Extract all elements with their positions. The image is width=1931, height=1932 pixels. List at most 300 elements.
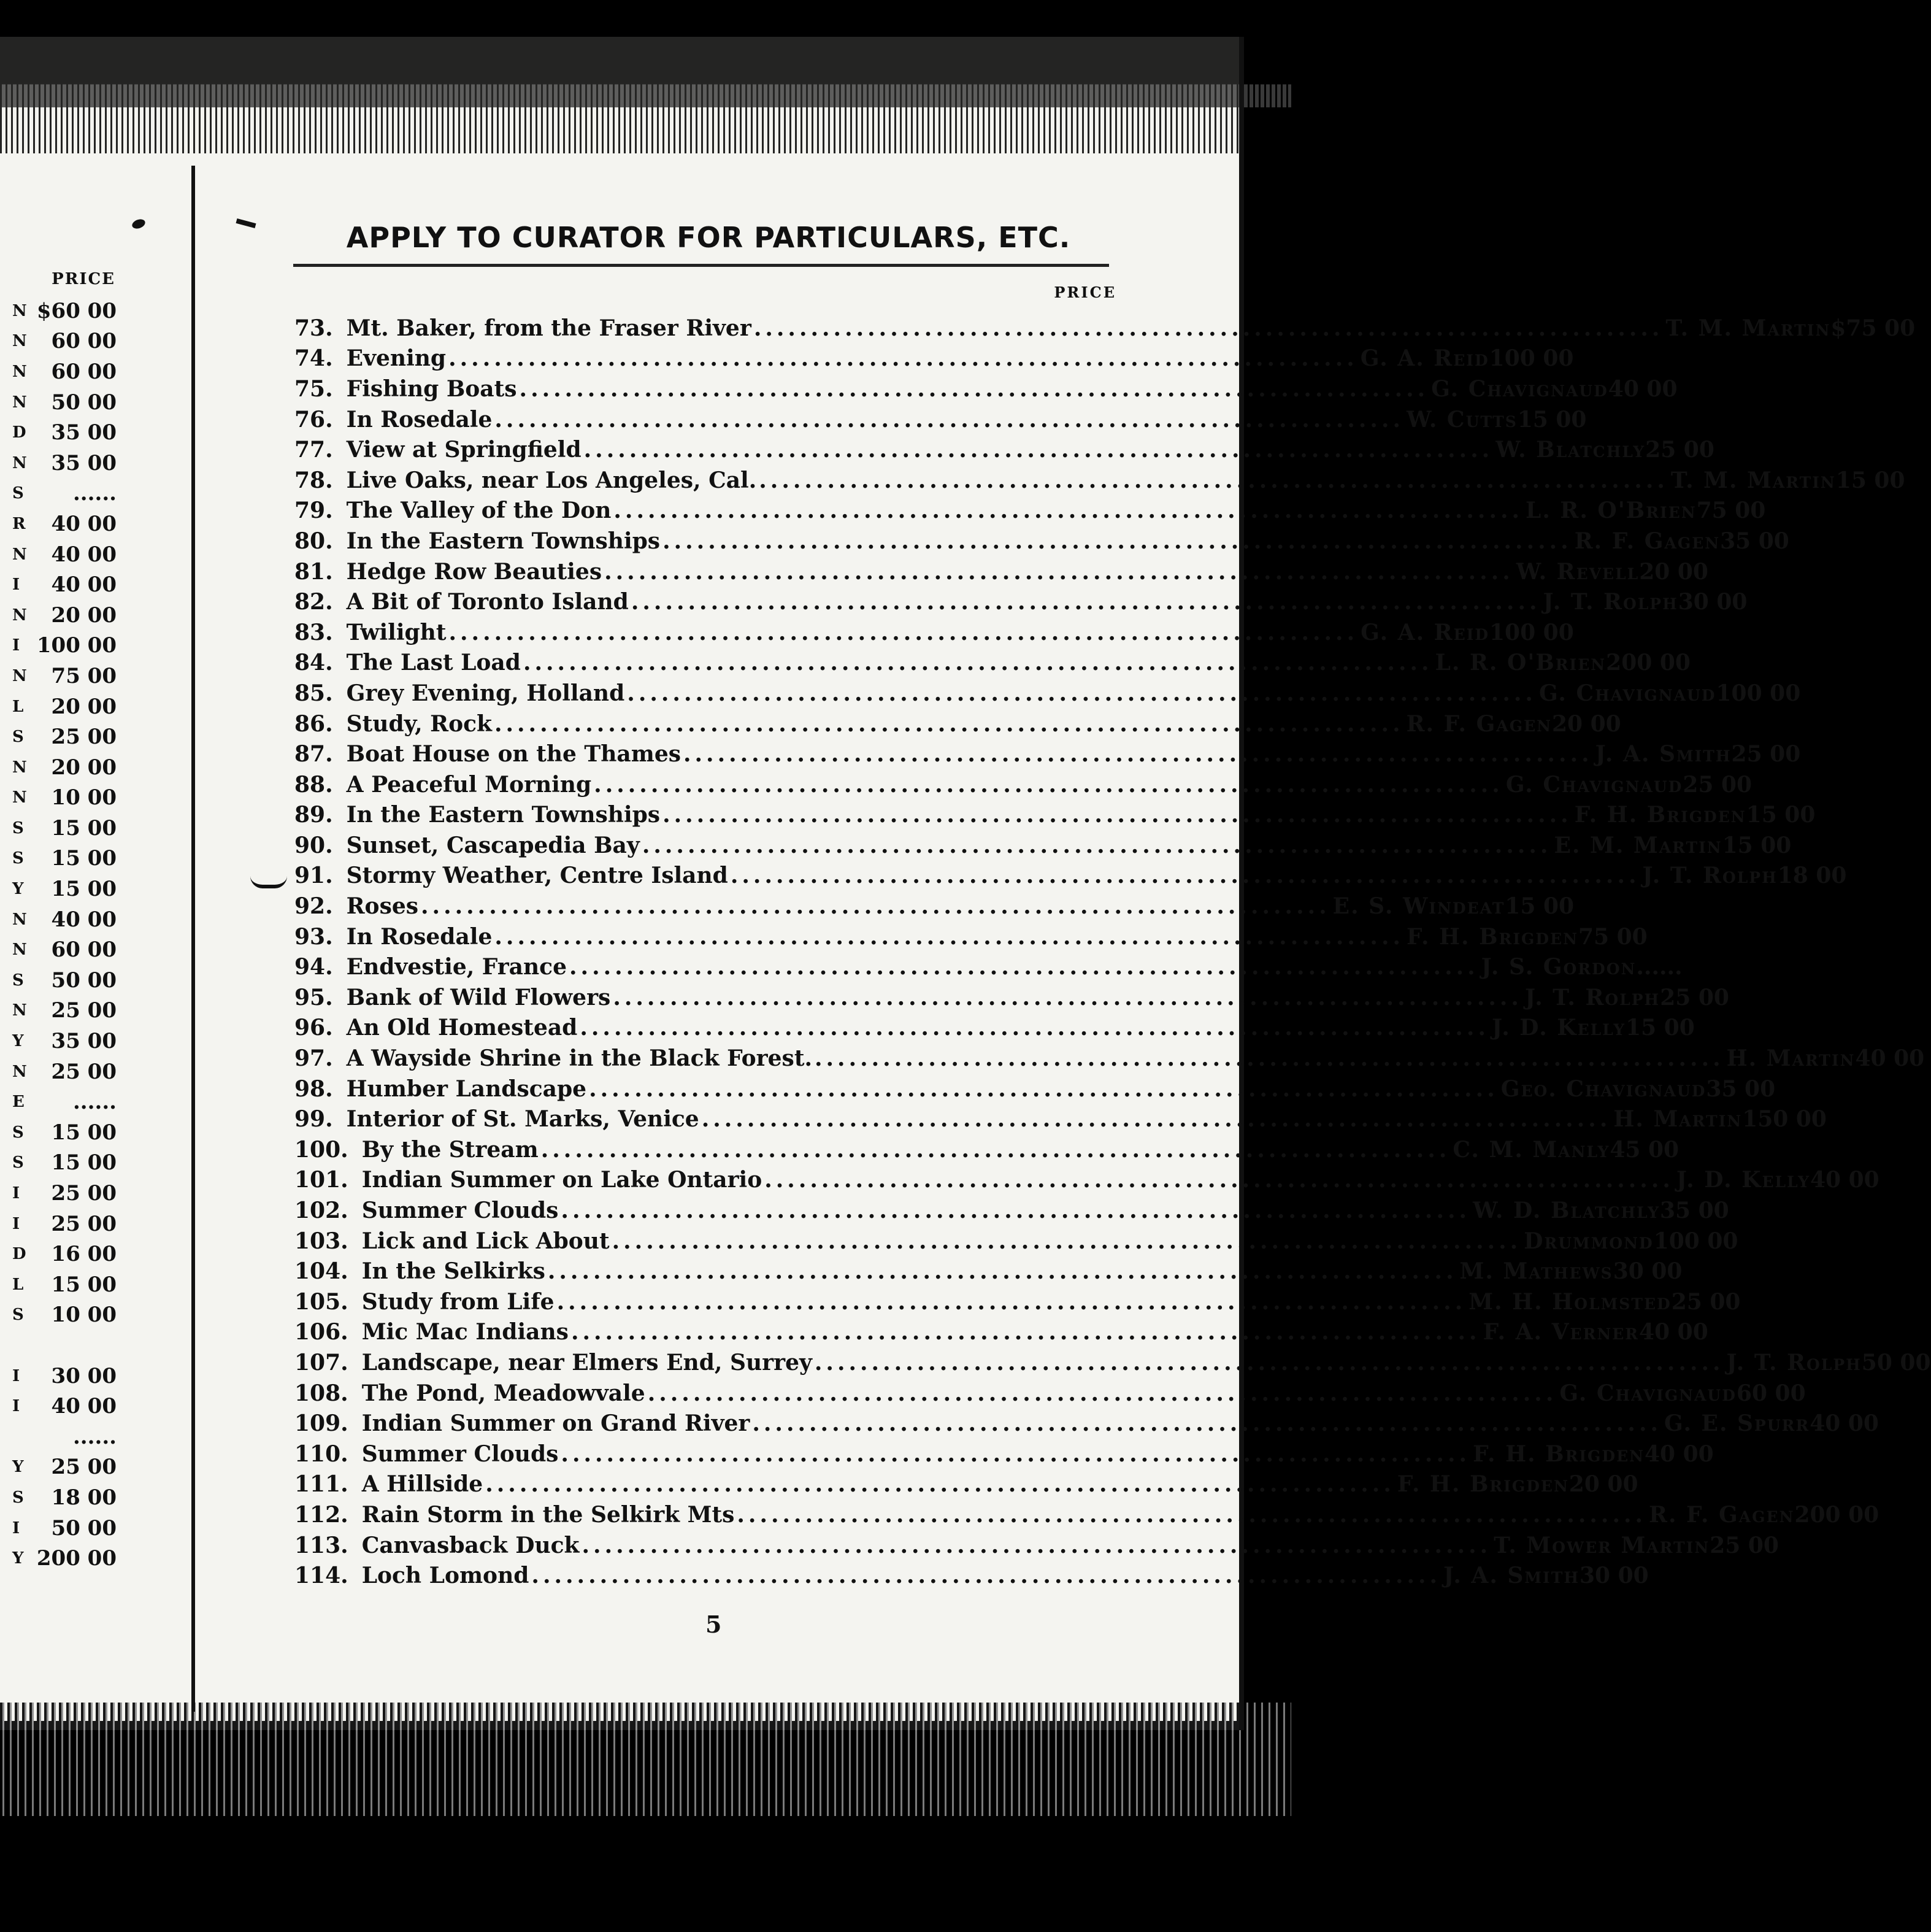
left-row-price: 40 00 [51, 542, 117, 567]
left-row-mark: N [12, 362, 27, 381]
left-row-price: 30 00 [51, 1363, 117, 1388]
entry-artist: F. H. Brigden [1473, 1441, 1645, 1467]
leader-dots: ................................................................................ [662, 528, 1572, 554]
entry-number: 102. [294, 1198, 348, 1224]
catalogue-entry [294, 800, 1816, 831]
entry-artist: C. M. Manly [1453, 1136, 1610, 1163]
entry-artist: F. H. Brigden [1397, 1471, 1569, 1498]
left-row-price: 15 00 [51, 1120, 117, 1145]
catalogue-entry [294, 313, 1916, 344]
catalogue-entry [294, 1043, 1925, 1074]
left-row-price: 16 00 [51, 1242, 117, 1267]
entry-number: 87. [294, 741, 333, 768]
entry-price: 25 00 [1710, 1532, 1779, 1558]
entry-number: 108. [294, 1380, 348, 1406]
entry-title: Study from Life [361, 1288, 555, 1315]
left-price-row [12, 326, 117, 357]
entry-price: 200 00 [1794, 1501, 1879, 1528]
left-price-row [12, 1239, 117, 1269]
entry-title: Mic Mac Indians [361, 1319, 569, 1345]
entry-number: 80. [294, 528, 333, 554]
catalogue-entry [294, 374, 1678, 404]
catalogue-entry [294, 587, 1748, 617]
entry-title: By the Stream [361, 1136, 539, 1163]
left-price-row [12, 1452, 117, 1483]
left-price-header: PRICE [52, 270, 115, 288]
entry-number: 98. [294, 1076, 333, 1102]
left-row-mark: L [12, 697, 24, 716]
left-price-row [12, 417, 117, 448]
left-price-row [12, 1269, 117, 1300]
left-row-price: 25 00 [51, 1211, 117, 1236]
entry-number: 82. [294, 589, 333, 615]
entry-price: 40 00 [1608, 375, 1678, 402]
entry-number: 113. [294, 1532, 348, 1558]
entry-price: 40 00 [1639, 1319, 1708, 1345]
entry-number: 99. [294, 1106, 333, 1133]
catalogue-entry [294, 1134, 1680, 1165]
page-heading: APPLY TO CURATOR FOR PARTICULARS, ETC. [346, 221, 1071, 254]
entry-title: A Bit of Toronto Island [346, 589, 629, 615]
catalogue-entry [294, 982, 1729, 1013]
entry-number: 109. [294, 1411, 348, 1437]
entry-artist: J. D. Kelly [1492, 1015, 1626, 1041]
leader-dots: ................................................................................ [759, 467, 1668, 493]
entry-title: Evening [346, 345, 447, 372]
catalogue-entry-list [294, 313, 1931, 1591]
left-price-row [12, 1482, 117, 1513]
entry-price: 25 00 [1731, 741, 1801, 768]
leader-dots: ................................................................................ [753, 315, 1664, 341]
leader-dots: ................................................................................ [647, 1380, 1557, 1406]
left-row-mark: I [12, 575, 20, 595]
entry-artist: G. A. Reid [1360, 345, 1489, 372]
entry-price: 15 00 [1722, 832, 1792, 858]
entry-title: The Last Load [346, 650, 521, 676]
entry-title: In the Eastern Townships [346, 802, 661, 828]
left-price-row [12, 539, 117, 570]
entry-title: In Rosedale [346, 406, 493, 433]
catalogue-entry [294, 434, 1714, 465]
left-price-row [12, 661, 117, 691]
entry-price: 35 00 [1706, 1076, 1776, 1102]
entry-title: View at Springfield [346, 437, 582, 463]
left-row-mark: I [12, 1518, 20, 1538]
left-price-row [12, 296, 117, 326]
left-row-mark: N [12, 606, 27, 625]
entry-price: 50 00 [1861, 1349, 1931, 1376]
entry-artist: Geo. Chavignaud [1500, 1076, 1706, 1102]
left-row-mark: I [12, 1214, 20, 1233]
entry-number: 107. [294, 1349, 348, 1376]
left-row-mark: R [12, 514, 26, 533]
leader-dots: ................................................................................ [531, 1563, 1442, 1589]
left-row-mark: D [12, 423, 26, 442]
scan-border-top [0, 0, 1291, 153]
left-row-mark: S [12, 728, 24, 747]
left-price-row [12, 569, 117, 600]
left-price-row [12, 874, 117, 904]
entry-number: 74. [294, 345, 333, 372]
entry-price: 25 00 [1645, 437, 1714, 463]
entry-title: Humber Landscape [346, 1076, 587, 1102]
left-row-mark: N [12, 332, 27, 351]
entry-number: 77. [294, 437, 333, 463]
left-price-row [12, 1330, 117, 1361]
entry-artist: T. M. Martin [1670, 467, 1836, 493]
entry-number: 92. [294, 893, 333, 920]
leader-dots: ................................................................................ [594, 771, 1503, 798]
catalogue-entry [294, 830, 1792, 861]
entry-number: 84. [294, 650, 333, 676]
catalogue-entry [294, 1347, 1931, 1378]
entry-price: 100 00 [1489, 345, 1574, 372]
entry-number: 86. [294, 710, 333, 737]
entry-title: Loch Lomond [361, 1563, 529, 1589]
leader-dots: ................................................................................ [561, 1198, 1471, 1224]
entry-price: $75 00 [1830, 315, 1916, 341]
entry-title: Indian Summer on Grand River [361, 1411, 750, 1437]
left-row-price: 35 00 [51, 450, 117, 475]
left-row-price: 40 00 [51, 907, 117, 932]
catalogue-entry [294, 891, 1575, 922]
entry-title: In the Selkirks [361, 1258, 545, 1285]
entry-number: 101. [294, 1167, 348, 1193]
left-row-price: 200 00 [36, 1546, 117, 1571]
entry-artist: G. E. Spurr [1664, 1411, 1810, 1437]
left-price-row [12, 722, 117, 752]
leader-dots: ................................................................................ [494, 710, 1404, 737]
left-row-mark: S [12, 849, 24, 868]
entry-price: 15 00 [1505, 893, 1575, 920]
left-row-price: 50 00 [51, 968, 117, 993]
catalogue-entry [294, 1287, 1741, 1317]
leader-dots: ................................................................................ [448, 619, 1359, 645]
entry-price: 40 00 [1644, 1441, 1714, 1467]
entry-number: 91. [294, 863, 333, 889]
entry-title: Grey Evening, Holland [346, 680, 625, 706]
leader-dots: ................................................................................ [582, 1532, 1492, 1558]
entry-artist: G. Chavignaud [1431, 375, 1608, 402]
entry-price: 25 00 [1660, 984, 1729, 1010]
entry-number: 79. [294, 498, 333, 524]
catalogue-entry [294, 739, 1801, 769]
catalogue-entry [294, 1317, 1708, 1348]
entry-price: 150 00 [1742, 1106, 1827, 1133]
entry-artist: G. Chavignaud [1505, 771, 1683, 798]
entry-price: 60 00 [1736, 1380, 1806, 1406]
entry-artist: L. R. O'Brien [1435, 650, 1607, 676]
leader-dots: ................................................................................ [556, 1288, 1467, 1315]
entry-artist: R. F. Gagen [1649, 1501, 1795, 1528]
entry-number: 103. [294, 1228, 348, 1254]
entry-price: 30 00 [1613, 1258, 1683, 1285]
left-price-row [12, 1056, 117, 1087]
leader-dots: ................................................................................ [627, 680, 1537, 706]
left-row-mark: N [12, 1001, 27, 1020]
entry-number: 76. [294, 406, 333, 433]
entry-title: Mt. Baker, from the Fraser River [346, 315, 751, 341]
left-row-price: 20 00 [51, 602, 117, 628]
leader-dots: ................................................................................ [540, 1136, 1451, 1163]
left-price-row [12, 844, 117, 874]
entry-title: Fishing Boats [346, 375, 517, 402]
left-row-price: 15 00 [51, 815, 117, 841]
leader-dots: ................................................................................ [485, 1471, 1395, 1498]
left-column-partial [12, 270, 117, 1574]
left-row-mark: N [12, 941, 27, 960]
entry-number: 93. [294, 923, 333, 950]
leader-dots: ................................................................................ [494, 406, 1405, 433]
leader-dots: ................................................................................ [519, 375, 1429, 402]
left-price-row [12, 600, 117, 631]
left-price-row [12, 813, 117, 844]
entry-title: Live Oaks, near Los Angeles, Cal. [346, 467, 757, 493]
entry-price: 15 00 [1835, 467, 1905, 493]
leader-dots: ................................................................................ [612, 1228, 1522, 1254]
entry-price: 200 00 [1606, 650, 1691, 676]
page-number: 5 [705, 1611, 722, 1638]
left-row-mark: S [12, 1123, 24, 1142]
leader-dots: ................................................................................ [683, 741, 1593, 768]
entry-price: 100 00 [1716, 680, 1801, 706]
catalogue-entry [294, 861, 1847, 891]
entry-number: 112. [294, 1501, 348, 1528]
leader-dots: ................................................................................ [583, 437, 1494, 463]
left-row-price: 40 00 [51, 1394, 117, 1419]
left-price-row [12, 1117, 117, 1148]
left-row-mark: N [12, 758, 27, 777]
entry-price: 15 00 [1746, 802, 1816, 828]
leader-dots: ................................................................................ [764, 1167, 1674, 1193]
left-row-price: 25 00 [51, 998, 117, 1023]
left-row-price: 20 00 [51, 755, 117, 780]
entry-price: 18 00 [1777, 863, 1847, 889]
entry-title: Rain Storm in the Selkirk Mts [361, 1501, 735, 1528]
entry-number: 95. [294, 984, 333, 1010]
leader-dots: ................................................................................ [737, 1501, 1647, 1528]
left-row-price: 15 00 [51, 846, 117, 871]
entry-artist: J. T. Rolph [1726, 1349, 1862, 1376]
left-row-mark: D [12, 1245, 26, 1264]
left-row-mark: N [12, 301, 27, 320]
left-row-price: 10 00 [51, 785, 117, 810]
left-row-price: 18 00 [51, 1485, 117, 1510]
catalogue-entry [294, 1013, 1695, 1044]
entry-title: Roses [346, 893, 419, 920]
leader-dots: ................................................................................ [613, 984, 1522, 1010]
left-price-row [12, 783, 117, 814]
left-price-row [12, 387, 117, 418]
entry-number: 114. [294, 1563, 348, 1589]
catalogue-entry [294, 1530, 1779, 1561]
catalogue-entry [294, 1104, 1827, 1134]
entry-artist: J. T. Rolph [1524, 984, 1660, 1010]
left-row-price: 25 00 [51, 1181, 117, 1206]
left-row-mark: N [12, 910, 27, 929]
catalogue-entry [294, 1226, 1738, 1257]
left-row-mark: N [12, 1062, 27, 1081]
left-row-mark: I [12, 1366, 20, 1385]
entry-number: 111. [294, 1471, 348, 1498]
entry-title: Study, Rock [346, 710, 492, 737]
left-price-row [12, 996, 117, 1026]
left-price-row [12, 691, 117, 722]
left-row-mark: I [12, 1397, 20, 1416]
left-row-price: 15 00 [51, 1272, 117, 1297]
left-row-mark: S [12, 1153, 24, 1172]
entry-title: Interior of St. Marks, Venice [346, 1106, 699, 1133]
left-row-price: 60 00 [51, 359, 117, 384]
scan-margin-bottom [0, 1816, 1291, 1932]
entry-number: 106. [294, 1319, 348, 1345]
leader-dots: ................................................................................ [547, 1258, 1457, 1285]
entry-title: In Rosedale [346, 923, 493, 950]
left-row-mark: N [12, 666, 27, 685]
entry-artist: H. Martin [1613, 1106, 1743, 1133]
entry-number: 75. [294, 375, 333, 402]
entry-title: The Pond, Meadowvale [361, 1380, 645, 1406]
left-price-row [12, 1422, 117, 1452]
left-price-row [12, 356, 117, 387]
entry-artist: M. H. Holmsted [1468, 1288, 1672, 1315]
entry-number: 96. [294, 1015, 333, 1041]
entry-price: 100 00 [1653, 1228, 1738, 1254]
entry-price: 35 00 [1720, 528, 1789, 554]
entry-artist: J. T. Rolph [1543, 589, 1678, 615]
entry-number: 105. [294, 1288, 348, 1315]
entry-price: 20 00 [1568, 1471, 1638, 1498]
catalogue-entry [294, 344, 1574, 374]
entry-price: 20 00 [1552, 710, 1621, 737]
entry-number: 88. [294, 771, 333, 798]
entry-title: Endvestie, France [346, 954, 567, 980]
column-divider [191, 166, 195, 1712]
left-row-mark: S [12, 971, 24, 990]
left-row-mark: L [12, 1275, 24, 1294]
leader-dots: ................................................................................ [631, 589, 1541, 615]
entry-artist: T. M. Martin [1665, 315, 1831, 341]
left-row-price: 10 00 [51, 1303, 117, 1328]
leader-dots: ................................................................................ [589, 1076, 1499, 1102]
entry-number: 73. [294, 315, 333, 341]
left-price-row [12, 631, 117, 661]
entry-title: Bank of Wild Flowers [346, 984, 611, 1010]
catalogue-entry [294, 1256, 1683, 1287]
entry-price: 75 00 [1578, 923, 1648, 950]
left-row-price: 35 00 [51, 420, 117, 445]
left-row-price: $60 00 [36, 298, 117, 323]
left-row-price: ...... [72, 481, 117, 506]
entry-artist: F. A. Verner [1483, 1319, 1640, 1345]
entry-title: Canvasback Duck [361, 1532, 580, 1558]
entry-price: 25 00 [1683, 771, 1752, 798]
entry-artist: G. A. Reid [1361, 619, 1489, 645]
left-row-price: 15 00 [51, 877, 117, 902]
left-row-price: 50 00 [51, 390, 117, 415]
entry-title: Landscape, near Elmers End, Surrey [361, 1349, 812, 1376]
entry-artist: R. F. Gagen [1574, 528, 1721, 554]
entry-artist: W. D. Blatchly [1473, 1198, 1660, 1224]
leader-dots: ................................................................................ [752, 1411, 1662, 1437]
entry-number: 83. [294, 619, 333, 645]
left-row-price: 25 00 [51, 1059, 117, 1084]
left-row-price: 40 00 [51, 511, 117, 536]
left-row-price: 15 00 [51, 1150, 117, 1176]
catalogue-entry [294, 709, 1621, 739]
catalogue-entry [294, 678, 1801, 709]
left-row-mark: N [12, 453, 27, 472]
entry-artist: T. Mower Martin [1494, 1532, 1710, 1558]
entry-price: 40 00 [1855, 1045, 1925, 1072]
left-row-mark: N [12, 393, 27, 412]
leader-dots: ................................................................................ [570, 1319, 1481, 1345]
entry-number: 94. [294, 954, 333, 980]
leader-dots: ................................................................................ [730, 863, 1640, 889]
entry-price: 15 00 [1517, 406, 1587, 433]
left-row-mark: E [12, 1093, 25, 1112]
entry-number: 81. [294, 558, 333, 585]
left-row-price: 25 00 [51, 725, 117, 750]
entry-artist: G. Chavignaud [1538, 680, 1716, 706]
entry-price: 15 00 [1626, 1015, 1695, 1041]
left-row-mark: Y [12, 1032, 24, 1051]
left-row-mark: S [12, 818, 24, 837]
left-row-mark: N [12, 545, 27, 564]
left-price-row [12, 1543, 117, 1574]
entry-title: Hedge Row Beauties [346, 558, 602, 585]
heading-rule [293, 264, 1109, 267]
left-row-mark: Y [12, 1549, 24, 1568]
entry-price: 30 00 [1678, 589, 1748, 615]
leader-dots: ................................................................................ [814, 1349, 1724, 1376]
left-row-price: 60 00 [51, 329, 117, 354]
left-row-price: 25 00 [51, 1455, 117, 1480]
catalogue-entry [294, 1195, 1729, 1226]
entry-title: Stormy Weather, Centre Island [346, 863, 728, 889]
entry-artist: H. Martin [1726, 1045, 1856, 1072]
entry-number: 85. [294, 680, 333, 706]
entry-price: 40 00 [1810, 1411, 1879, 1437]
catalogue-entry [294, 617, 1574, 648]
entry-title: Lick and Lick About [361, 1228, 610, 1254]
catalogue-entry [294, 1165, 1879, 1196]
entry-title: An Old Homestead [346, 1015, 578, 1041]
scan-border-bottom [0, 1703, 1291, 1825]
entry-number: 97. [294, 1045, 333, 1072]
entry-artist: E. S. Windeat [1332, 893, 1505, 920]
left-price-row [12, 934, 117, 965]
entry-number: 89. [294, 802, 333, 828]
catalogue-entry [294, 496, 1766, 526]
leader-dots: ................................................................................ [523, 650, 1433, 676]
entry-artist: W. Revell [1516, 558, 1640, 585]
price-header: PRICE [1054, 283, 1116, 301]
entry-artist: L. R. O'Brien [1526, 498, 1697, 524]
catalogue-entry [294, 526, 1789, 556]
left-price-row [12, 1148, 117, 1179]
entry-artist: Drummond [1524, 1228, 1654, 1254]
entry-title: In the Eastern Townships [346, 528, 661, 554]
leader-dots: ................................................................................ [662, 802, 1572, 828]
entry-number: 100. [294, 1136, 348, 1163]
entry-artist: F. H. Brigden [1407, 923, 1578, 950]
left-row-price: 35 00 [51, 1029, 117, 1054]
leader-dots: ................................................................................ [613, 498, 1524, 524]
catalogue-entry [294, 769, 1752, 800]
entry-price: ...... [1636, 954, 1683, 980]
left-row-mark: N [12, 788, 27, 807]
